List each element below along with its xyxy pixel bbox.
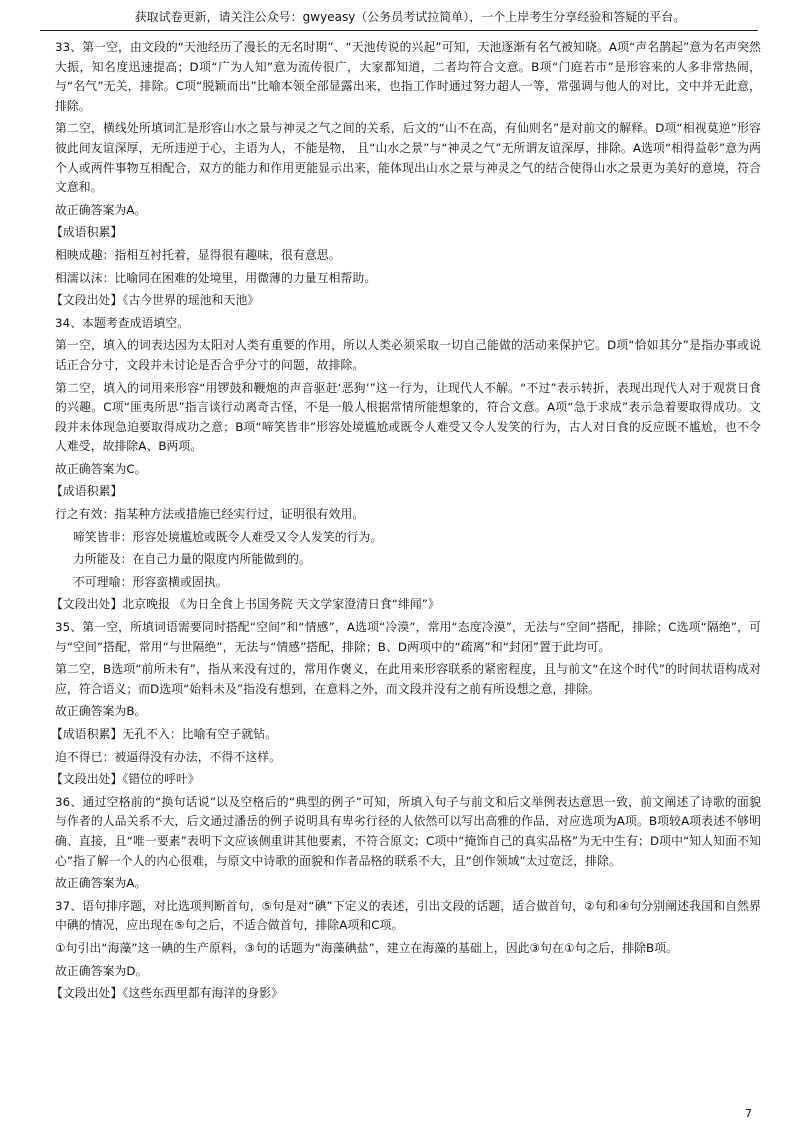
paragraph: 故正确答案为A。 [55,876,147,891]
section-heading: 【成语积累】无孔不入：比喻有空子就钻。 [51,727,278,741]
paragraph: 力所能及：在自己力量的限度内所能做到的。 [73,552,311,567]
paragraph: 36、通过空格前的“换句话说”以及空格后的“典型的例子”可知，所填入句子与前文和后文举例表达意思一致，前文阐述了诗歌的面貌与作者的人品关系不大，后文通过潘岳的例子说明具有卑劣行径的人依然可以写出高雅的作品，对应选项为A项。B项较A项表述不够明确、直接，且“唯一要素”表明下文应该侧重讲其他要素，不符合原文；C项中“掩饰自己的真实品格”为无中生有；D项中“知人知面不知心”指了解一个人的内心很难，与原文中诗歌的面貌和作者品格的联系不大，且“创作领域”太过宽泛，排除。 [55,794,761,868]
paragraph: 第二空，横线处所填词汇是形容山水之景与神灵之气之间的关系，后文的“山不在高，有仙则名”是对前文的解释。D项“相视莫逆”形容彼此间友谊深厚，无所违逆于心，主语为人，不能是物， 且“山水之景”与“神灵之气”无所谓友谊深厚，排除。A选项“相得益彰”意为两个人或两件事物互相配合，双方的能力和作用更能显示出来，能体现出山水之景与神灵之气的结合使得山水之景更为美好的意境，符合文意和。 [55,121,761,195]
section-heading: 【文段出处】《古今世界的瑶池和天池》 [51,293,260,308]
section-heading: 【文段出处】《这些东西里都有海洋的身影》 [51,986,284,1001]
header-divider [40,30,758,31]
section-heading: 【成语积累】 [51,484,123,499]
paragraph: 故正确答案为A。 [55,202,147,217]
paragraph: 相映成趣：指相互衬托着，显得很有趣味，很有意思。 [55,247,341,262]
paragraph: 故正确答案为D。 [55,963,148,978]
section-heading: 【文段出处】北京晚报 《为日全食上书国务院 天文学家澄清日食“绯闻”》 [51,597,440,612]
paragraph: 第一空，填入的词表达因为太阳对人类有重要的作用，所以人类必须采取一切自己能做的活动来保护它。D项“恰如其分”是指办事或说话正合分寸，文段并未讨论是否合乎分寸的问题，故排除。 [55,338,761,372]
paragraph: 35、第一空，所填词语需要同时搭配“空间”和“情感”，A选项“冷漠”，常用“态度冷漠”，无法与“空间”搭配，排除；C选项“隔绝”，可与“空间”搭配，常用“与世隔绝”，无法与“情感”搭配，排除；B、D两项中的“疏离”和“封闭”置于此均可。 [55,620,761,654]
paragraph: 啼笑皆非：形容处境尴尬或既令人难受又令人发笑的行为。 [73,529,383,544]
paragraph: 37、语句排序题，对比选项判断首句，⑤句是对“碘”下定义的表述，引出文段的话题，适合做首句，②句和④句分别阐述我国和自然界中碘的情况，应出现在⑤句之后，不适合做首句，排除A项和C项。 [55,898,761,933]
paragraph: 不可理喻：形容蛮横或固执。 [73,574,228,589]
paragraph: 34、本题考查成语填空。 [55,315,190,330]
paragraph: 第二空，B选项“前所未有”，指从来没有过的，常用作褒义，在此用来形容联系的紧密程度，且与前文“在这个时代”的时间状语构成对应，符合语义；而D选项“始料未及”指没有想到，在意料之外，而文段并没有之前有所设想之意，排除。 [55,662,761,696]
paragraph: 行之有效：指某种方法或措施已经实行过，证明很有效用。 [55,507,365,522]
paragraph: 故正确答案为B。 [55,704,147,719]
paragraph: 故正确答案为C。 [55,461,147,476]
section-heading: 【文段出处】《错位的呼叶》 [51,772,200,787]
page-number: 7 [745,1107,752,1120]
paragraph: ①句引出“海藻”这一碘的生产原料，③句的话题为“海藻碘盐”，建立在海藻的基础上，因此③句在①句之后，排除B项。 [55,940,679,955]
paragraph: 33、第一空，由文段的“天池经历了漫长的无名时期”、“天池传说的兴起”可知，天池逐渐有名气被知晓。A项“声名鹊起”意为名声突然大振，知名度迅速提高；D项“广为人知”意为流传很广，大家都知道，二者均符合文意。B项“门庭若市”是形容来的人多非常热闹，与“名气”无关，排除。C项“脱颖而出”比喻本领全部显露出来，也指工作时通过努力超人一等，常强调与他人的对比，文中并无此意，排除。 [55,40,761,113]
section-heading: 【成语积累】 [51,225,123,240]
paragraph: 迫不得已：被逼得没有办法，不得不这样。 [55,749,282,764]
paragraph: 相濡以沫：比喻同在困难的处境里，用微薄的力量互相帮助。 [55,270,377,285]
page-header: 获取试卷更新，请关注公众号：gwyeasy（公务员考试拉简单），一个上岸考生分享经验和答疑的平台。 [134,10,686,24]
document-body [51,38,761,1007]
paragraph: 第二空，填入的词用来形容“用锣鼓和鞭炮的声音驱赶‘恶狗’”这一行为，让现代人不解。“不过”表示转折，表现出现代人对于观赏日食的兴趣。C项“匪夷所思”指言谈行动离奇古怪，不是一般人根据常情所能想象的，符合文意。A项“急于求成”表示急着要取得成功。文段并未体现急迫要取得成功之意；B项“啼笑皆非”形容处境尴尬或既令人难受又令人发笑的行为，古人对日食的反应既不尴尬，也不令人难受，故排除A、B两项。 [55,380,761,454]
